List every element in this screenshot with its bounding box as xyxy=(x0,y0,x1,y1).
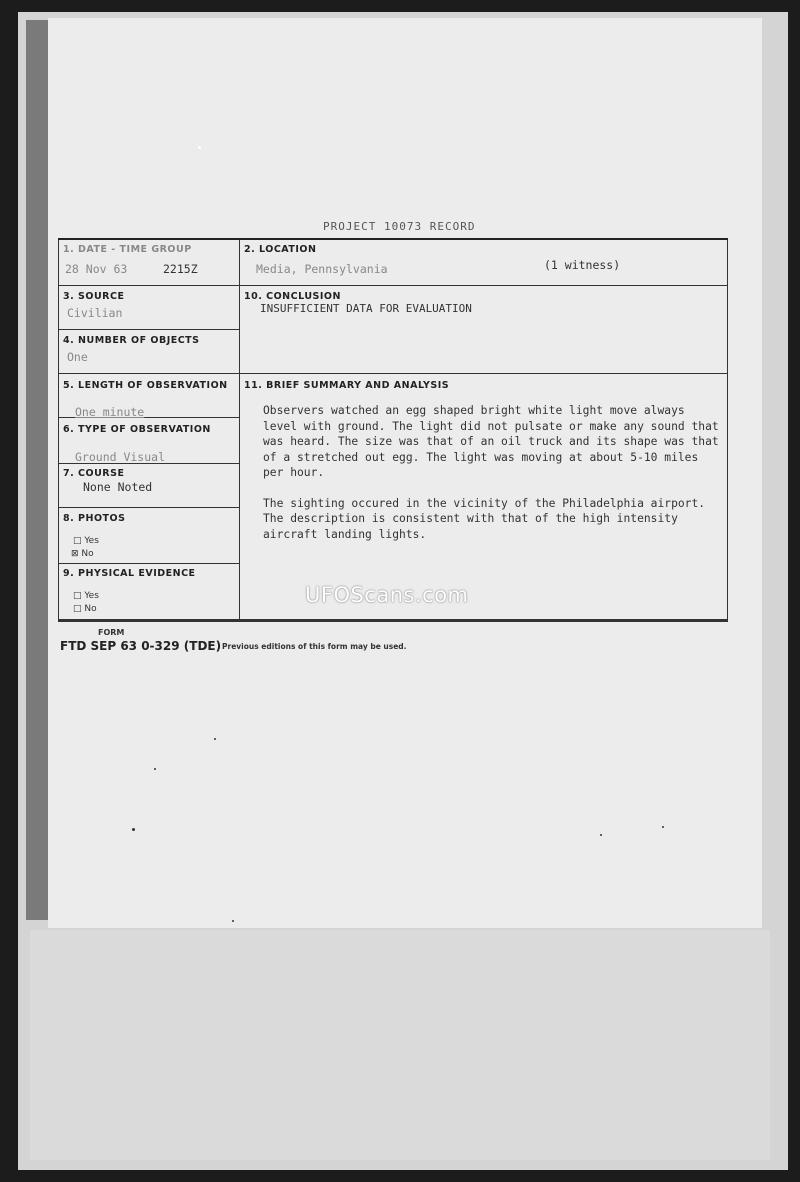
summary-paragraph-1: Observers watched an egg shaped bright white light move always level with ground. The light did not pulsate or make any sound that was heard. The size was that of an oil truck and its shape was that of a stretched out egg. The light was moving at about 5-10 miles per hour. xyxy=(263,404,719,479)
source-value: Civilian xyxy=(67,306,123,320)
summary-label: 11. BRIEF SUMMARY AND ANALYSIS xyxy=(244,380,450,391)
speck xyxy=(132,828,135,831)
conclusion-label: 10. CONCLUSION xyxy=(244,291,341,302)
location-label: 2. LOCATION xyxy=(244,244,317,255)
source-label: 3. SOURCE xyxy=(63,291,125,302)
type-value: Ground Visual xyxy=(75,450,166,464)
summary-text xyxy=(263,403,723,557)
witness-note: (1 witness) xyxy=(544,258,621,272)
location-cell xyxy=(240,240,728,286)
length-label: 5. LENGTH OF OBSERVATION xyxy=(63,380,228,391)
form-title: PROJECT 10073 RECORD xyxy=(323,220,476,233)
evidence-cell xyxy=(58,564,240,620)
form-bottom-rule xyxy=(58,620,728,622)
time-value: 2215Z xyxy=(163,262,198,276)
source-cell xyxy=(58,286,240,330)
speck xyxy=(198,146,201,149)
evidence-no-checkbox: □ No xyxy=(73,604,97,614)
length-value: One minute xyxy=(75,405,145,419)
date-time-label: 1. DATE - TIME GROUP xyxy=(63,244,192,255)
date-value: 28 Nov 63 xyxy=(65,262,128,276)
objects-value: One xyxy=(67,350,88,364)
course-value: None Noted xyxy=(83,480,153,494)
course-label: 7. COURSE xyxy=(63,468,125,479)
speck xyxy=(600,834,602,836)
project-record-form xyxy=(58,220,728,622)
course-cell xyxy=(58,464,240,508)
type-label: 6. TYPE OF OBSERVATION xyxy=(63,424,211,435)
summary-paragraph-2: The sighting occured in the vicinity of the Philadelphia airport. The description is consistent with that of the high intensity aircraft landing lights. xyxy=(263,496,706,541)
photos-no-checkbox: ⊠ No xyxy=(71,549,94,559)
date-time-cell xyxy=(58,240,240,286)
form-number: FTD SEP 63 0-329 (TDE) xyxy=(60,639,222,653)
length-cell xyxy=(58,374,240,418)
objects-cell xyxy=(58,330,240,374)
speck xyxy=(232,920,234,922)
lower-sheet-area xyxy=(30,930,770,1160)
evidence-yes-checkbox: □ Yes xyxy=(73,591,99,601)
speck xyxy=(662,826,664,828)
conclusion-cell xyxy=(240,286,728,374)
speck xyxy=(214,738,216,740)
photos-label: 8. PHOTOS xyxy=(63,513,126,524)
location-value: Media, Pennsylvania xyxy=(256,262,388,276)
conclusion-value: INSUFFICIENT DATA FOR EVALUATION xyxy=(260,302,472,315)
photos-yes-checkbox: □ Yes xyxy=(73,536,99,546)
photos-cell xyxy=(58,508,240,564)
objects-label: 4. NUMBER OF OBJECTS xyxy=(63,335,200,346)
watermark: UFOScans.com xyxy=(305,583,469,607)
type-cell xyxy=(58,418,240,464)
previous-editions-note: Previous editions of this form may be used. xyxy=(222,642,407,651)
evidence-label: 9. PHYSICAL EVIDENCE xyxy=(63,568,196,579)
form-word: FORM xyxy=(98,628,125,637)
speck xyxy=(154,768,156,770)
